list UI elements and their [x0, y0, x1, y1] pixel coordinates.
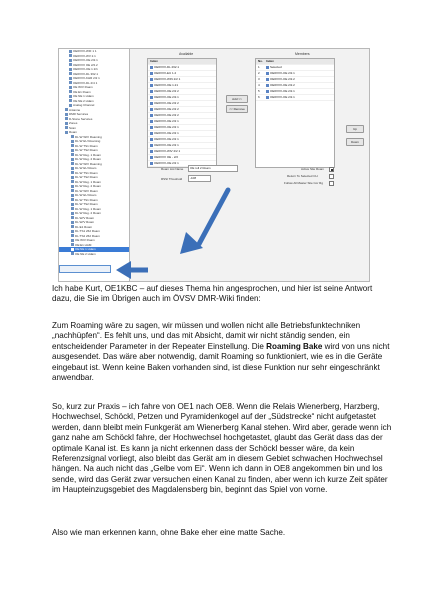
tree-item-label: DL:W Reg. 2 Roam — [75, 157, 102, 161]
tree-item-label: OE6XXX-DL 2/4 1 — [73, 80, 98, 85]
paragraph-practice: So, kurz zur Praxis – ich fahre von OE1 nach OE8. Wenn die Relais Wienerberg, Harzberg, Hochwechsel, Schöckl, Petzen und Pyramidenkogel auf der „Südstrecke“ nicht aufgetastet werden, dann bleibt mein Funkgerät am Wienerberg Kanal stehen. Wird aber, gerade wenn ich ganz nahe am Schöckl fahre, der Hochwechsel hochgetastet, glaubt das Gerät dass das der optimale Kanal ist. Es kann ja nicht erkennen dass der Schöckl besser wäre, da kein Referenzsignal vorliegt, also bleibt das Gerät am in diesem Gebiet schwachen Hochwechsel hängen. Na auch nicht das „Gelbe vom Ei“. Wenn ich dann in OE8 angekommen bin und los sende, wird das Gerät zwar versuchen einen Kanal zu finden, aber wenn ich kurze Zeit später im Haupteinzugsgebiet des Magdalensberg bin, beginnt das Spiel von vorne. — [52, 402, 392, 495]
tree-item-label: DL:W/V Roam — [75, 220, 95, 224]
member-item-no: 4 — [258, 83, 260, 87]
tree-item-label: DL:W TS1 Roam — [75, 143, 98, 148]
available-title: Available — [179, 52, 194, 56]
down-button[interactable]: Down — [346, 138, 364, 146]
tree-item-label: DL:TS1 262 Roam — [75, 229, 100, 233]
available-item-label: OE6XXX-OE 2/2 2 — [154, 113, 179, 117]
available-item-label: OE6XXX-WIN 2/2 1 — [154, 77, 181, 81]
available-item-label: OE6XXX-OE 2/2 1 — [154, 119, 179, 123]
tree-item-label: DL:W Reg. 1 Roam — [75, 206, 102, 211]
tree-item-label: Antanne — [69, 107, 81, 112]
tree-item-label: OE6XXX-KHR 2/2 1 — [73, 76, 100, 80]
member-item-no: 2 — [258, 71, 260, 75]
tree-item-label: OE6XXX OE 2/2.2 — [73, 62, 98, 67]
tree-item-label: OE6XXX-OE 2/2.1 — [73, 58, 98, 62]
tree-item-label: DL:W TS1 Roam — [75, 170, 98, 175]
follow-master-label: Follow All Master Site Cor Rg — [284, 181, 324, 185]
available-item-label: OE6XXX-WIV 2/2 1 — [154, 149, 181, 153]
available-item-label: OE6XXX-OE 2/2 1 — [154, 131, 179, 135]
member-item-label: OE6XXX-OE 2/2.2 — [270, 77, 295, 81]
tree-item-label: OE NE 1 Hdam — [73, 94, 94, 98]
rssi-threshold-label: RSSI Threshold — [161, 177, 183, 181]
return-to-selected-label: Return To Selected CH — [287, 174, 318, 178]
member-item-label: OE6XXX-OE 2/2.1 — [270, 89, 295, 93]
available-item-label: OE6XXX-OE 2/2 2 — [154, 107, 179, 111]
member-item-no: 1 — [258, 65, 260, 69]
tree-item-label: Roam — [69, 130, 78, 134]
tree-item-label: DL:W EU Roam — [75, 193, 97, 197]
paragraph-roaming — [52, 321, 392, 383]
tree-item-label: DL:W TS2 Roam — [75, 148, 98, 152]
tree-item-label: OE WIV Roam — [73, 85, 93, 89]
member-item-no: 3 — [258, 77, 260, 81]
paragraph-conclusion: Also wie man erkennen kann, ohne Bake eher eine matte Sache. — [52, 528, 286, 537]
tree-item-label: D-Stone Services — [69, 116, 93, 121]
annotation-arrow-rssi — [199, 190, 228, 244]
annotation-arrowhead-tree — [116, 261, 131, 279]
tree-item-label: DL:W EU Roam — [75, 166, 97, 170]
tree-item-label: DL:W Reg. 2 Roam — [75, 211, 102, 215]
roaming-bake-term: Roaming Bake — [266, 341, 323, 351]
available-item-label: OE6XXX-OE 2/2 2 — [154, 101, 179, 105]
members-col-no: No. — [258, 59, 263, 63]
tree-item-label: Zones — [69, 121, 78, 125]
available-item-label: OE6XXX-OE 2/2 1 — [154, 137, 179, 141]
tree-item-label: DL:TS2 262 Roam — [75, 233, 100, 238]
tree-item-label: OE:E1 HAM — [75, 242, 92, 247]
tree-item-label: DL:W EU Roaming — [75, 139, 101, 143]
member-item-no: 5 — [258, 89, 260, 93]
remove-button[interactable]: << Remove — [226, 105, 248, 113]
active-site-roam-label: Active Site Roam — [301, 167, 325, 171]
tree-item-label: DL:W Reg. 1 Roam — [75, 179, 102, 184]
available-item-label: OE6XXX OE - 2/2 — [154, 155, 179, 159]
rssi-threshold-field[interactable]: -108 — [188, 175, 211, 182]
tree-item-label: OE NE 2 Hdam — [73, 98, 94, 103]
tree-item-label: DL:W WIV Roaming — [75, 134, 102, 139]
tree-item-label: OE E1 Roam — [73, 89, 91, 94]
available-item-label: OE6XXX-OE 2/2.1 — [154, 95, 179, 99]
member-item-no: 6 — [258, 95, 260, 99]
paragraph-roaming-part2: wird von uns nicht ausgesendet. Das wäre aber notwendig, damit Roaming so funktioniert, wie es in die Geräte eingebaut ist. Wenn keine Baken vorhanden sind, ist diese Funktion nur sehr eingeschränkt anwendbar. — [52, 341, 390, 383]
tree-item-label: OE6XXX-OE 1 2/1 — [73, 67, 98, 71]
tree-item-label: DL:W WIV Roam — [75, 188, 98, 193]
tree-item-label: Analog Channel — [73, 103, 95, 107]
available-item-label: OE6XXX-OE 1.21 — [154, 83, 179, 87]
tree-item-label: OE6XXX-WIF 1 1 — [73, 49, 97, 53]
roam-list-name-label: Roam List Name — [161, 167, 184, 171]
tree-item-label: DMR Services — [69, 112, 89, 116]
available-item-label: OE6XXX-OE 2/2 2 — [154, 89, 179, 93]
tree-item-label: DL:W TS1 Roam — [75, 197, 98, 202]
available-item-label: OE6XXX-OE 2/2 1 — [154, 125, 179, 129]
member-item-label: OE6XXX-OE 2/2.1 — [270, 71, 295, 75]
member-item-label: Selected — [270, 65, 282, 69]
paragraph-roaming-part1: Zum Roaming wäre zu sagen, wir müssen und wollen nicht alle Betriebsfunktechniken „nachhüpfen“. Es fehlt uns, und das mit Absicht, damit wir nicht ständig senden, ein entscheidender Parameter in der Repeater Einstellung. Die — [52, 321, 361, 351]
tree-item-label: OE NE 2 Hdam — [75, 251, 96, 256]
add-button[interactable]: Add >> — [226, 95, 248, 103]
up-button[interactable]: Up — [346, 125, 364, 133]
tree-item-label: DL:W TS2 Roam — [75, 202, 98, 206]
available-item-label: OE6XXX-DL 262.1 — [154, 65, 180, 69]
members-title: Members — [295, 52, 310, 56]
paragraph-intro: Ich habe Kurt, OE1KBC – auf dieses Thema hin angesprochen, und hier ist seine Antwort dazu, die Sie im Übrigen auch im ÖVSV DMR-Wiki finden: — [52, 284, 373, 304]
available-item-label: OE6XXX-EU 1.2 — [154, 71, 177, 75]
tree-item-label: OE6XXX-DL 362.1 — [73, 71, 99, 76]
members-col-index: Index — [266, 59, 274, 63]
tree-item-label: DL:W Reg. 1 Roam — [75, 152, 102, 157]
tree-item-label: OE6XXX-WV 2.1 — [73, 53, 96, 58]
tree-item-label: DL:E1 Roam — [75, 224, 93, 229]
tree-item-label: DL:W/V Roam — [75, 215, 95, 220]
tree-item-label: DL:W WIV Roaming — [75, 161, 102, 166]
member-item-label: OE6XXX-OE 2/2.1 — [270, 95, 295, 99]
tree-item-label: Scan — [69, 125, 76, 130]
tree-item-label: OE WIV Roam — [75, 238, 95, 242]
available-item-label: OE6XXX-OE 2/2 1 — [154, 143, 179, 147]
available-col-index: Index — [150, 59, 158, 63]
tree-item-label: DL:W TS2 Roam — [75, 175, 98, 179]
tree-item-label: DL:W Reg. 2 Roam — [75, 184, 102, 188]
roam-list-name-field[interactable]: OE roll 2 Roam — [188, 165, 238, 172]
available-item-label: OE6XXX-OE 2/2 1 — [154, 161, 179, 165]
member-item-label: OE6XXX-OE 2/2.2 — [270, 83, 295, 87]
tree-item-label: OE:NE 1 Hdam — [75, 247, 96, 251]
